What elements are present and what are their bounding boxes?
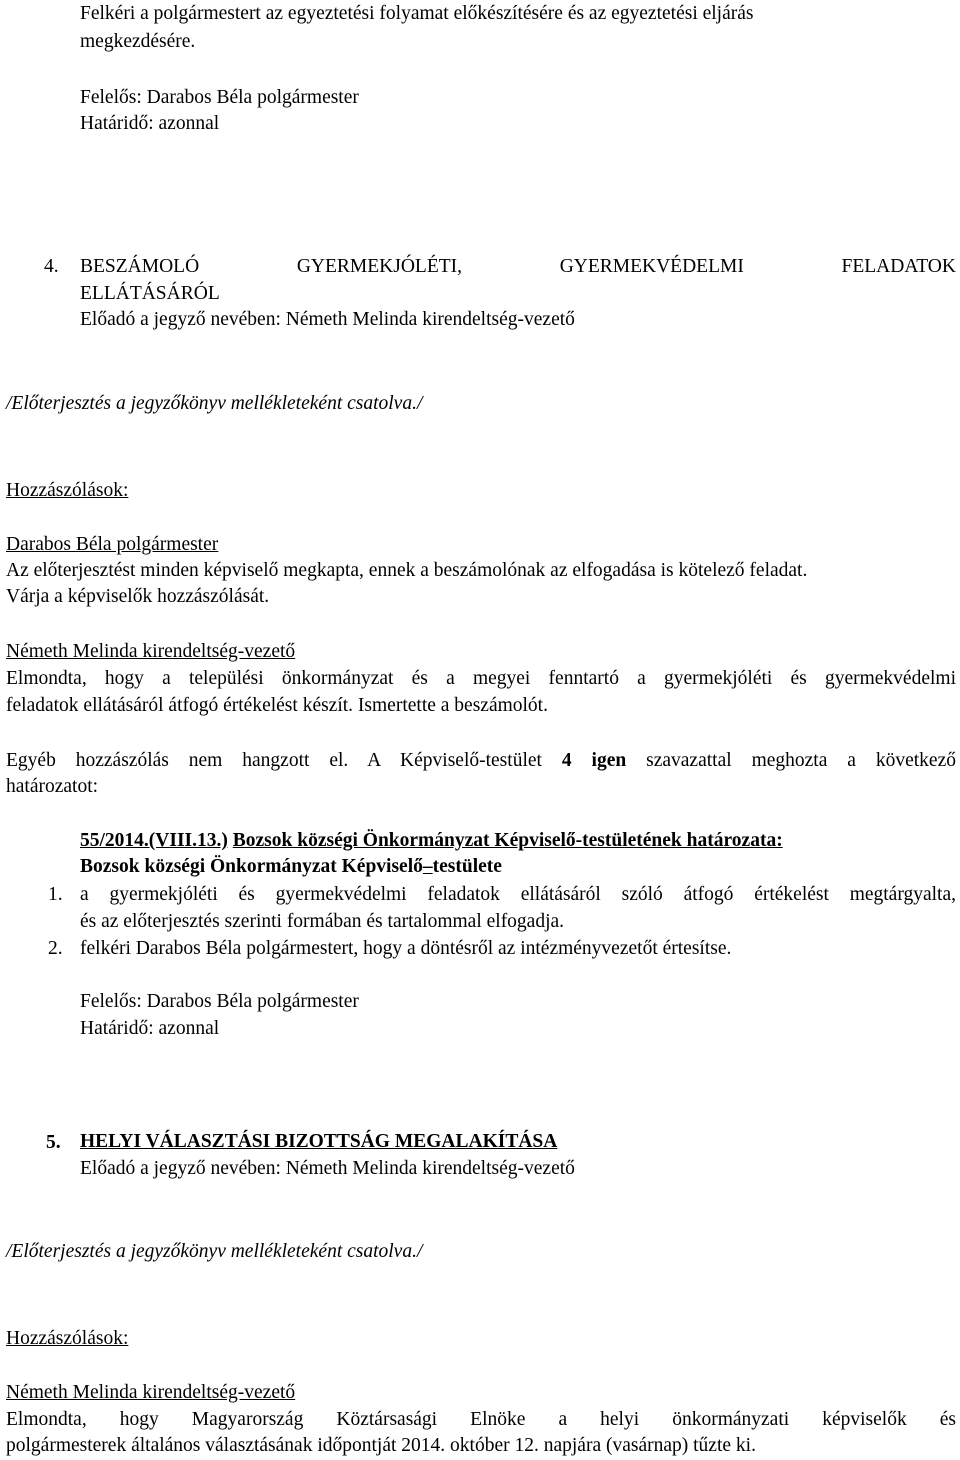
item4-responsible: Felelős: Darabos Béla polgármester [80,991,359,1012]
intro-line-1: Felkéri a polgármestert az egyeztetési folyamat előkészítésére és az egyeztetési eljárás [80,3,754,24]
item4-vote-post: szavazattal meghozta a következő [646,750,956,771]
item4-attachment-note: /Előterjesztés a jegyzőkönyv mellékleteként csatolva./ [6,393,423,414]
resolution-body-title-b: testülete [432,856,502,877]
item4-deadline: Határidő: azonnal [80,1018,220,1039]
item4-vote-pre: Egyéb hozzászólás nem hangzott el. A Képviselő-testület [6,750,542,771]
item5-speaker-1-text-2: polgármesterek általános választásának időpontját 2014. október 12. napjára (vasárnap) tűzte ki. [6,1435,756,1456]
item4-speaker-1-text-1: Az előterjesztést minden képviselő megkapta, ennek a beszámolónak az elfogadása is kötelező feladat. [6,560,808,581]
item4-vote-count: 4 igen [561,750,627,771]
item4-title-word-2: GYERMEKJÓLÉTI, [296,256,463,277]
item5-speaker-1-text-1: Elmondta, hogy Magyarország Köztársasági Elnöke a helyi önkormányzati képviselők és [6,1409,956,1430]
resolution-point-1-number: 1. [48,884,63,905]
item4-speaker-2: Németh Melinda kirendeltség-vezető [6,641,296,662]
resolution-number: 55/2014.(VIII.13.) [80,830,228,851]
item4-speaker-2-text-2: feladatok ellátásáról átfogó értékelést készít. Ismertette a beszámolót. [6,695,548,716]
resolution-point-1-line-2: és az előterjesztés szerinti formában és tartalommal elfogadja. [80,911,565,932]
item4-vote-line-2: határozatot: [6,776,99,797]
item4-title-word-1: BESZÁMOLÓ [80,256,200,277]
intro-deadline: Határidő: azonnal [80,113,220,134]
item5-presenter: Előadó a jegyző nevében: Németh Melinda kirendeltség-vezető [80,1158,575,1179]
item4-speaker-1-text-2: Várja a képviselők hozzászólását. [6,586,270,607]
item5-number: 5. [46,1132,61,1153]
intro-line-2: megkezdésére. [80,31,196,52]
resolution-point-2-number: 2. [48,938,63,959]
item4-title-line-2: ELLÁTÁSÁRÓL [80,283,220,304]
resolution-point-2-line-1: felkéri Darabos Béla polgármestert, hogy a döntésről az intézményvezetőt értesítse. [80,938,732,959]
item4-title-word-3: GYERMEKVÉDELMI [559,256,744,277]
resolution-point-1-line-1: a gyermekjóléti és gyermekvédelmi feladatok ellátásáról szóló átfogó értékelést megtárgyalta, [80,884,956,905]
item4-title-word-4: FELADATOK [841,256,956,277]
item4-speaker-2-text-1: Elmondta, hogy a települési önkormányzat és a megyei fenntartó a gyermekjóléti és gyermekvédelmi [6,668,956,689]
resolution-body-title [80,855,502,879]
item4-title-line-1 [80,254,956,280]
item5-title: HELYI VÁLASZTÁSI BIZOTTSÁG MEGALAKÍTÁSA [80,1131,558,1152]
resolution-body-title-a: Bozsok községi Önkormányzat Képviselő [80,856,423,877]
item4-number: 4. [44,256,59,277]
item4-speaker-1: Darabos Béla polgármester [6,534,219,555]
resolution-title: Bozsok községi Önkormányzat Képviselő-testületének határozata: [232,830,783,851]
item5-attachment-note: /Előterjesztés a jegyzőkönyv mellékleteként csatolva./ [6,1241,423,1262]
item5-speaker-1: Németh Melinda kirendeltség-vezető [6,1382,296,1403]
item4-comments-heading: Hozzászólások: [6,480,129,501]
item5-comments-heading: Hozzászólások: [6,1328,129,1349]
item4-vote-line-1 [6,748,956,774]
intro-responsible: Felelős: Darabos Béla polgármester [80,87,359,108]
resolution-body-title-dash: – [422,856,433,877]
item4-presenter: Előadó a jegyző nevében: Németh Melinda kirendeltség-vezető [80,309,575,330]
resolution-heading [80,829,783,853]
